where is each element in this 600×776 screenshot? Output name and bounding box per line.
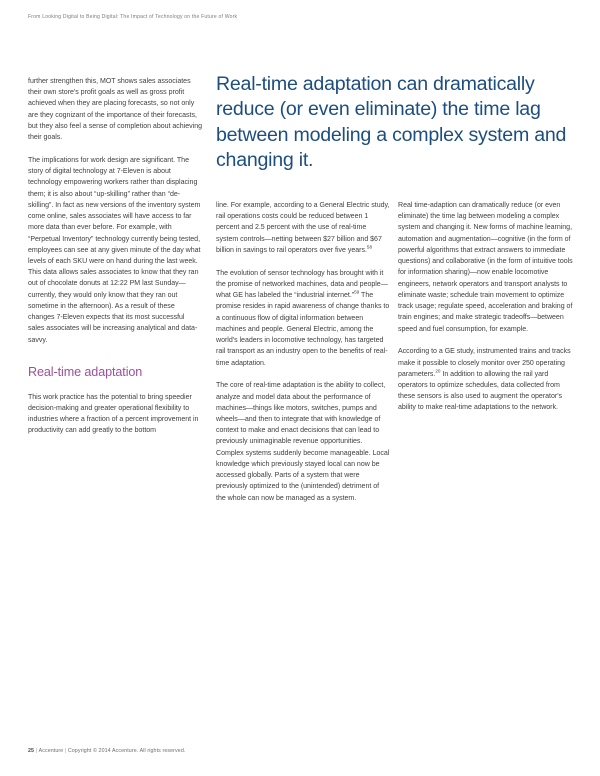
footnote-marker: 58 xyxy=(366,244,372,250)
footnote-marker: 20 xyxy=(435,368,441,374)
footer-page-number: 25 xyxy=(28,748,35,754)
text-column-2 xyxy=(216,200,390,504)
footer-copyright: Copyright © 2014 Accenture. All rights reserved. xyxy=(67,748,186,754)
footnote-marker: 59 xyxy=(354,289,360,295)
paragraph: This work practice has the potential to bring speedier decision-making and greater operational flexibility to industries where a fraction of a percent improvement in productivity can add greatly to the bottom xyxy=(28,393,199,435)
paragraph: further strengthen this, MOT shows sales associates their own store's profit goals as well as gross profit achieved when they are placing forecasts, so not only are they cognizant of the importance of their forecasts, but they also feel a sense of completion about achieving their goals. xyxy=(28,78,202,142)
footer-separator: | xyxy=(64,748,67,754)
section-subheading: Real-time adaptation xyxy=(28,364,143,379)
paragraph-text: According to a GE study, instrumented trains and tracks make it possible to closely monitor over 250 operating parameters. xyxy=(398,348,571,378)
paragraph: Real time-adaption can dramatically reduce (or even eliminate) the time lag between modeling a complex system and changing it. New forms of machine learning, automation and augmentation—cognitive (in the form of powerful algorithms that extract answers to immediate questions) and collaborative (in the form of intuitive tools for information sharing)—now enable locomotive engineers, network operators and transport analysts to eliminate waste; schedule train movement to optimize track usage; regulate speed, acceleration and braking of train engines; and make strategic tradeoffs—between speed and fuel consumption, for example. xyxy=(398,202,573,333)
footer-separator: | xyxy=(35,748,38,754)
footer-brand: Accenture xyxy=(38,748,64,754)
paragraph: The core of real-time adaptation is the ability to collect, analyze and model data about the performance of machines—things like motors, switches, pumps and wheels—and then to integrate that with knowledge of context to make and enact decisions that can lead to previously unimaginable revenue opportunities. Complex systems suddenly become manageable. Local knowledge which previously stayed local can now be accessed globally. Parts of a system that were previously optimized to the (unintended) detriment of the whole can now be managed as a system. xyxy=(216,382,390,502)
paragraph: The implications for work design are significant. The story of digital technology at 7-Eleven is about technology empowering workers rather than displacing them; it is also about “up-skilling” rather than “de-skilling”. In fact as new versions of the inventory system come online, sales associates will have access to far more data than ever before. For example, with “Perpetual Inventory” technology currently being tested, employees can see at any given minute of the day what levels of each SKU were on hand during the last week. This data allows sales associates to know that they ran out of chocolate donuts at 12:22 PM last Sunday—currently, they would only know that they ran out sometime in the afternoon). As a result of these changes 7-Eleven expects that its most successful sales associates will be increasing analytical and data-savvy. xyxy=(28,156,201,344)
paragraph-text: The promise resides in rapid awareness of change thanks to a continuous flow of digital information between machines and people. General Electric, among the world's leaders in locomotive technology, has targeted rail transport as an industry open to the benefits of real-time adaptation. xyxy=(216,292,390,367)
paragraph-text: line. For example, according to a General Electric study, rail operations costs could be reduced between 1 percent and 2.5 percent with the use of real-time system controls—netting between $27 billion and $67 billion in savings to rail operators over five years. xyxy=(216,202,390,254)
paragraph xyxy=(398,346,576,413)
page-display-heading: Real-time adaptation can dramatically reduce (or even eliminate) the time lag between modeling a complex system and changing it. xyxy=(216,73,567,172)
paragraph xyxy=(216,200,390,256)
text-column-3 xyxy=(398,200,576,414)
running-header: From Looking Digital to Being Digital: The Impact of Technology on the Future of Work xyxy=(28,14,238,20)
paragraph-text: In addition to allowing the rail yard operators to optimize schedules, data collected from these sensors is also used to augment the operator's ability to make real-time adaptations to the network. xyxy=(398,370,563,412)
paragraph-text: The evolution of sensor technology has brought with it the promise of networked machines, data and people—what GE has labeled the “industrial internet.” xyxy=(216,269,388,300)
page-footer xyxy=(28,748,185,754)
paragraph xyxy=(216,268,390,369)
text-column-1 xyxy=(28,76,202,437)
